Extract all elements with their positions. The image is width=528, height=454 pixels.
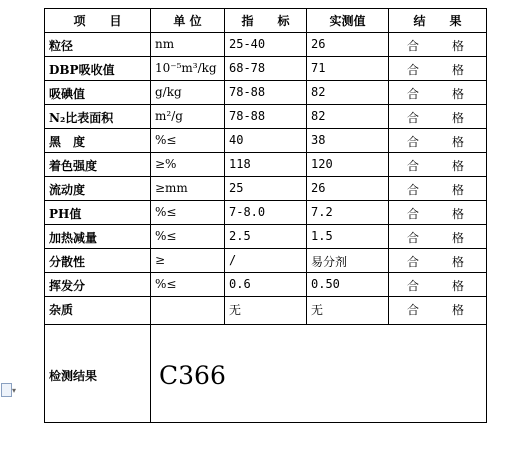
spec-cell: /: [225, 249, 307, 273]
result-cell: [389, 33, 487, 57]
table-row: [45, 297, 487, 325]
unit-cell: %≤: [151, 201, 225, 225]
header-result: 结 果: [389, 9, 487, 33]
result-cell: [389, 273, 487, 297]
measured-cell: 82: [307, 81, 389, 105]
table-row: [45, 105, 487, 129]
unit-cell: ≥%: [151, 153, 225, 177]
page-icon: [1, 383, 12, 397]
document-icon[interactable]: [0, 383, 16, 397]
measured-cell: 82: [307, 105, 389, 129]
table-row: [45, 201, 487, 225]
unit-cell: nm: [151, 33, 225, 57]
result-char: 格: [451, 279, 464, 293]
result-char: 格: [451, 231, 464, 245]
measured-cell: 1.5: [307, 225, 389, 249]
table-row: [45, 153, 487, 177]
result-char: 格: [451, 87, 464, 101]
result-cell: [389, 201, 487, 225]
result-cell: [389, 177, 487, 201]
result-char: 合: [407, 159, 420, 173]
table-row: [45, 129, 487, 153]
conclusion-value: C366: [159, 361, 226, 390]
result-char: 格: [451, 255, 464, 269]
result-char: 格: [451, 183, 464, 197]
dropdown-arrow-icon: ▾: [12, 386, 17, 395]
result-char: 格: [451, 111, 464, 125]
unit-cell: 10⁻⁵m³/kg: [151, 57, 225, 81]
unit-cell: %≤: [151, 273, 225, 297]
result-char: 合: [407, 39, 420, 53]
table-row: [45, 273, 487, 297]
result-cell: [389, 129, 487, 153]
measured-cell: 0.50: [307, 273, 389, 297]
result-char: 合: [407, 135, 420, 149]
spec-cell: 25-40: [225, 33, 307, 57]
item-cell: 黑 度: [45, 129, 151, 153]
spec-cell: 2.5: [225, 225, 307, 249]
measured-cell: 易分剂: [307, 249, 389, 273]
item-cell: PH值: [45, 201, 151, 225]
table-row: [45, 249, 487, 273]
result-char: 格: [451, 135, 464, 149]
spec-cell: 40: [225, 129, 307, 153]
item-cell: N₂比表面积: [45, 105, 151, 129]
item-cell: 加热减量: [45, 225, 151, 249]
unit-cell: m²/g: [151, 105, 225, 129]
unit-cell: %≤: [151, 129, 225, 153]
result-char: 合: [407, 63, 420, 77]
result-cell: [389, 297, 487, 325]
result-cell: [389, 249, 487, 273]
conclusion-cell: [151, 325, 487, 423]
measured-cell: 120: [307, 153, 389, 177]
result-cell: [389, 153, 487, 177]
table-row: [45, 81, 487, 105]
item-cell: 粒径: [45, 33, 151, 57]
measured-cell: 71: [307, 57, 389, 81]
unit-cell: %≤: [151, 225, 225, 249]
spec-cell: 78-88: [225, 81, 307, 105]
measured-cell: 26: [307, 177, 389, 201]
result-cell: [389, 105, 487, 129]
conclusion-row: [45, 325, 487, 423]
result-char: 格: [451, 63, 464, 77]
unit-cell: ≥: [151, 249, 225, 273]
result-char: 合: [407, 255, 420, 269]
conclusion-label: 检测结果: [45, 325, 151, 423]
inspection-table: [44, 8, 487, 423]
unit-cell: g/kg: [151, 81, 225, 105]
item-cell: 吸碘值: [45, 81, 151, 105]
result-char: 格: [451, 303, 464, 317]
spec-cell: 25: [225, 177, 307, 201]
header-spec: 指 标: [225, 9, 307, 33]
measured-cell: 26: [307, 33, 389, 57]
item-cell: 分散性: [45, 249, 151, 273]
result-char: 合: [407, 111, 420, 125]
item-cell: 杂质: [45, 297, 151, 325]
table-header-row: [45, 9, 487, 33]
header-item: 项 目: [45, 9, 151, 33]
result-char: 合: [407, 303, 420, 317]
header-unit: 单 位: [151, 9, 225, 33]
result-char: 合: [407, 87, 420, 101]
measured-cell: 7.2: [307, 201, 389, 225]
spec-cell: 78-88: [225, 105, 307, 129]
table-row: [45, 177, 487, 201]
unit-cell: ≥mm: [151, 177, 225, 201]
result-char: 格: [451, 207, 464, 221]
measured-cell: 无: [307, 297, 389, 325]
item-cell: 挥发分: [45, 273, 151, 297]
item-cell: DBP吸收值: [45, 57, 151, 81]
spec-cell: 7-8.0: [225, 201, 307, 225]
result-char: 合: [407, 183, 420, 197]
result-char: 格: [451, 159, 464, 173]
result-cell: [389, 81, 487, 105]
spec-cell: 68-78: [225, 57, 307, 81]
spec-cell: 118: [225, 153, 307, 177]
result-cell: [389, 57, 487, 81]
table-row: [45, 33, 487, 57]
header-measured: 实测值: [307, 9, 389, 33]
table-row: [45, 225, 487, 249]
item-cell: 着色强度: [45, 153, 151, 177]
item-cell: 流动度: [45, 177, 151, 201]
result-char: 合: [407, 279, 420, 293]
spec-cell: 0.6: [225, 273, 307, 297]
result-char: 合: [407, 231, 420, 245]
measured-cell: 38: [307, 129, 389, 153]
result-char: 格: [451, 39, 464, 53]
result-cell: [389, 225, 487, 249]
spec-cell: 无: [225, 297, 307, 325]
table-row: [45, 57, 487, 81]
result-char: 合: [407, 207, 420, 221]
unit-cell: [151, 297, 225, 325]
